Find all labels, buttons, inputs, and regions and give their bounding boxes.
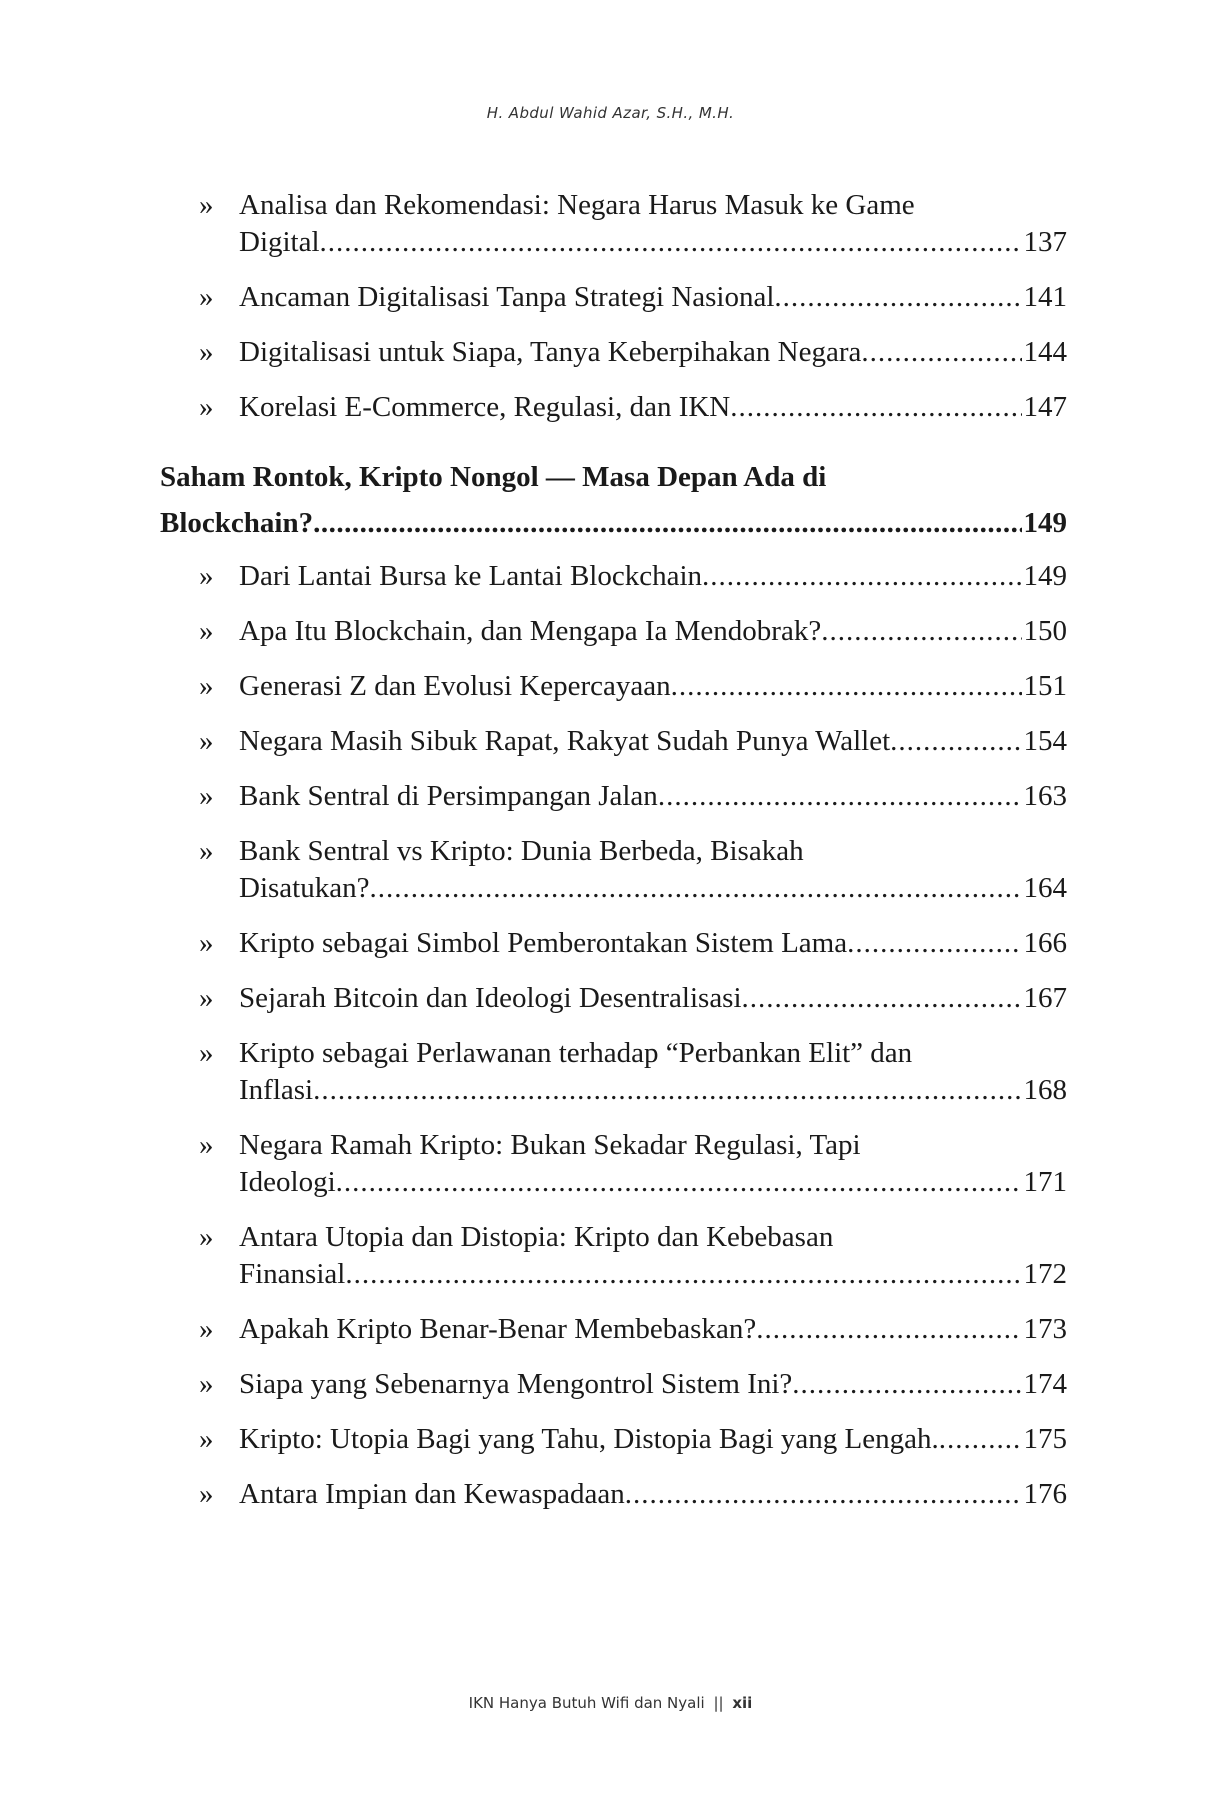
toc-entry[interactable] xyxy=(160,925,1067,962)
toc-entry-last-line xyxy=(239,224,1067,261)
toc-page-number: 163 xyxy=(1023,780,1067,812)
toc-page-number: 164 xyxy=(1023,872,1067,904)
dot-leader xyxy=(625,1476,1022,1513)
toc-entry-last-line xyxy=(239,870,1067,907)
toc-entry-title-line: Ideologi xyxy=(239,1166,336,1198)
bullet-marker: » xyxy=(199,725,214,757)
toc-entry[interactable] xyxy=(160,1421,1067,1458)
bullet-marker: » xyxy=(199,982,214,1014)
bullet-marker: » xyxy=(199,835,214,867)
dot-leader xyxy=(702,558,1021,595)
toc-chapter-heading[interactable] xyxy=(160,454,1067,546)
toc-entry[interactable] xyxy=(160,1219,1067,1293)
toc-page-number: 144 xyxy=(1023,336,1067,368)
toc-entry-last-line xyxy=(239,1072,1067,1109)
dot-leader xyxy=(671,668,1022,705)
toc-page-number: 174 xyxy=(1023,1368,1067,1400)
toc-entry-title-line: Apa Itu Blockchain, dan Mengapa Ia Mendobrak? xyxy=(239,615,822,647)
dot-leader xyxy=(890,723,1021,760)
toc-page-number: 167 xyxy=(1023,982,1067,1014)
toc-entry-title-line: Antara Utopia dan Distopia: Kripto dan Kebebasan xyxy=(239,1221,834,1253)
toc-entry[interactable] xyxy=(160,1311,1067,1348)
toc-page-number: 150 xyxy=(1023,615,1067,647)
bullet-marker: » xyxy=(199,1221,214,1253)
toc-entry-title-line: Siapa yang Sebenarnya Mengontrol Sistem Ini? xyxy=(239,1368,793,1400)
dot-leader xyxy=(847,925,1021,962)
dot-leader xyxy=(939,1421,1022,1458)
toc-page-number: 151 xyxy=(1023,670,1067,702)
toc-entry-last-line xyxy=(239,1256,1067,1293)
footer-separator: || xyxy=(713,1694,724,1712)
bullet-marker: » xyxy=(199,1313,214,1345)
toc-entry[interactable] xyxy=(160,1035,1067,1109)
toc-entry-last-line xyxy=(239,668,1067,705)
table-of-contents xyxy=(160,187,1067,1531)
toc-entry-title-line: Negara Masih Sibuk Rapat, Rakyat Sudah Punya Wallet xyxy=(239,725,891,757)
toc-entry[interactable] xyxy=(160,980,1067,1017)
toc-page-number: 147 xyxy=(1023,391,1067,423)
dot-leader xyxy=(658,778,1022,815)
toc-entry-title-line: Digital xyxy=(239,226,320,258)
toc-page-number: 154 xyxy=(1023,725,1067,757)
toc-entry-title-line: Digitalisasi untuk Siapa, Tanya Keberpihakan Negara xyxy=(239,336,862,368)
bullet-marker: » xyxy=(199,1368,214,1400)
toc-entry[interactable] xyxy=(160,778,1067,815)
toc-entry-title-line: Sejarah Bitcoin dan Ideologi Desentralisasi xyxy=(239,982,742,1014)
toc-entry-title-line: Kripto: Utopia Bagi yang Tahu, Distopia Bagi yang Lengah. xyxy=(239,1423,939,1455)
dot-leader xyxy=(756,1311,1021,1348)
toc-entry-title-line: Apakah Kripto Benar-Benar Membebaskan? xyxy=(239,1313,757,1345)
running-head: H. Abdul Wahid Azar, S.H., M.H. xyxy=(486,104,735,122)
bullet-marker: » xyxy=(199,336,214,368)
toc-entry-title-line: Bank Sentral vs Kripto: Dunia Berbeda, Bisakah xyxy=(239,835,804,867)
bullet-marker: » xyxy=(199,1478,214,1510)
toc-entry-title-line: Negara Ramah Kripto: Bukan Sekadar Regulasi, Tapi xyxy=(239,1129,861,1161)
dot-leader xyxy=(774,279,1021,316)
toc-entry-last-line xyxy=(239,980,1067,1017)
toc-entry-last-line xyxy=(239,1311,1067,1348)
toc-page-number: 168 xyxy=(1023,1074,1067,1106)
dot-leader xyxy=(821,613,1021,650)
toc-entry-last-line xyxy=(239,389,1067,426)
toc-entry-last-line xyxy=(160,500,1067,546)
bullet-marker: » xyxy=(199,560,214,592)
toc-entry-last-line xyxy=(239,1421,1067,1458)
toc-entry[interactable] xyxy=(160,723,1067,760)
dot-leader xyxy=(730,389,1021,426)
toc-entry[interactable] xyxy=(160,389,1067,426)
toc-entry[interactable] xyxy=(160,1366,1067,1403)
toc-entry[interactable] xyxy=(160,187,1067,261)
dot-leader xyxy=(313,1072,1021,1109)
toc-entry-last-line xyxy=(239,1366,1067,1403)
toc-page-number: 166 xyxy=(1023,927,1067,959)
toc-entry-title-line: Finansial xyxy=(239,1258,346,1290)
toc-entry-last-line xyxy=(239,778,1067,815)
bullet-marker: » xyxy=(199,281,214,313)
toc-entry-title-line: Saham Rontok, Kripto Nongol — Masa Depan Ada di xyxy=(160,461,827,493)
toc-entry-title-line: Antara Impian dan Kewaspadaan xyxy=(239,1478,625,1510)
toc-page-number: 172 xyxy=(1023,1258,1067,1290)
dot-leader xyxy=(320,224,1022,261)
toc-entry[interactable] xyxy=(160,1127,1067,1201)
toc-entry-title-line: Ancaman Digitalisasi Tanpa Strategi Nasional xyxy=(239,281,775,313)
bullet-marker: » xyxy=(199,670,214,702)
toc-entry-last-line xyxy=(239,1476,1067,1513)
toc-entry-title-line: Inflasi xyxy=(239,1074,314,1106)
dot-leader xyxy=(792,1366,1021,1403)
toc-page-number: 141 xyxy=(1023,281,1067,313)
bullet-marker: » xyxy=(199,780,214,812)
footer-page-number: xii xyxy=(732,1694,753,1712)
page-footer xyxy=(0,1694,1221,1712)
toc-entry-last-line xyxy=(239,279,1067,316)
dot-leader xyxy=(345,1256,1021,1293)
toc-entry-last-line xyxy=(239,925,1067,962)
bullet-marker: » xyxy=(199,1129,214,1161)
toc-entry-last-line xyxy=(239,613,1067,650)
bullet-marker: » xyxy=(199,391,214,423)
toc-entry-title-line: Disatukan? xyxy=(239,872,370,904)
toc-entry[interactable] xyxy=(160,613,1067,650)
toc-entry[interactable] xyxy=(160,1476,1067,1513)
toc-entry-last-line xyxy=(239,1164,1067,1201)
toc-entry[interactable] xyxy=(160,833,1067,907)
dot-leader xyxy=(336,1164,1022,1201)
toc-entry-title-line: Bank Sentral di Persimpangan Jalan xyxy=(239,780,658,812)
bullet-marker: » xyxy=(199,189,214,221)
bullet-marker: » xyxy=(199,1037,214,1069)
dot-leader xyxy=(369,870,1021,907)
toc-entry-last-line xyxy=(239,723,1067,760)
toc-page-number: 176 xyxy=(1023,1478,1067,1510)
toc-entry-title-line: Analisa dan Rekomendasi: Negara Harus Masuk ke Game xyxy=(239,189,915,221)
dot-leader xyxy=(313,500,1021,546)
toc-entry-last-line xyxy=(239,334,1067,371)
toc-entry-title-line: Blockchain? xyxy=(160,507,314,539)
toc-entry[interactable] xyxy=(160,558,1067,595)
footer-book-title: IKN Hanya Butuh Wifi dan Nyali xyxy=(468,1694,705,1712)
bullet-marker: » xyxy=(199,615,214,647)
toc-page-number: 137 xyxy=(1023,226,1067,258)
toc-entry-title-line: Kripto sebagai Simbol Pemberontakan Sistem Lama xyxy=(239,927,848,959)
toc-page-number: 175 xyxy=(1023,1423,1067,1455)
bullet-marker: » xyxy=(199,927,214,959)
toc-page-number: 149 xyxy=(1023,560,1067,592)
toc-entry-title-line: Kripto sebagai Perlawanan terhadap “Perbankan Elit” dan xyxy=(239,1037,913,1069)
toc-entry-title-line: Generasi Z dan Evolusi Kepercayaan xyxy=(239,670,671,702)
toc-entry-title-line: Dari Lantai Bursa ke Lantai Blockchain xyxy=(239,560,703,592)
toc-entry[interactable] xyxy=(160,668,1067,705)
toc-page-number: 171 xyxy=(1023,1166,1067,1198)
toc-page-number: 173 xyxy=(1023,1313,1067,1345)
dot-leader xyxy=(861,334,1021,371)
toc-entry[interactable] xyxy=(160,279,1067,316)
toc-page-number: 149 xyxy=(1023,507,1067,539)
bullet-marker: » xyxy=(199,1423,214,1455)
toc-entry-last-line xyxy=(239,558,1067,595)
toc-entry-title-line: Korelasi E-Commerce, Regulasi, dan IKN xyxy=(239,391,731,423)
dot-leader xyxy=(742,980,1022,1017)
toc-entry[interactable] xyxy=(160,334,1067,371)
